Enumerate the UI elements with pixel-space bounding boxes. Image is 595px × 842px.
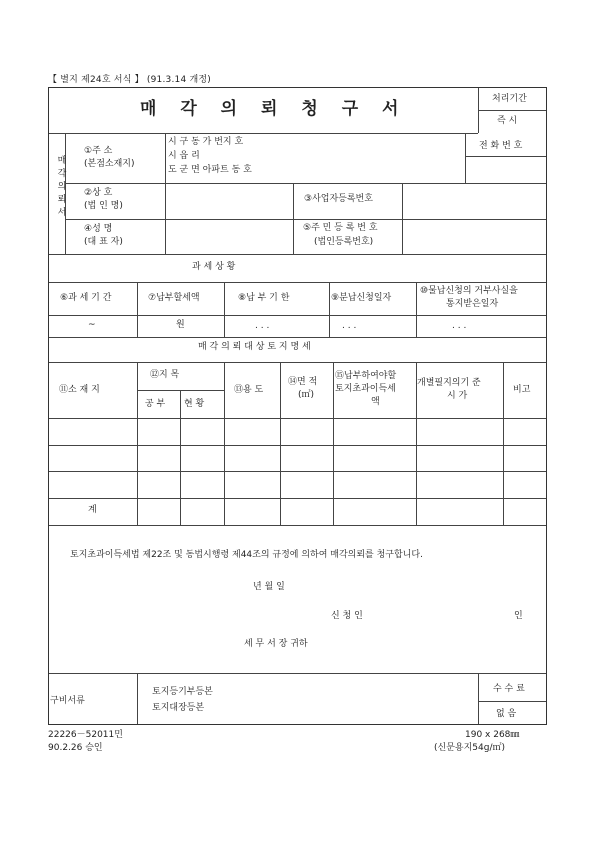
resident-number-label: ⑤주 민 등 록 번 호	[303, 223, 378, 233]
declaration-date: 년 월 일	[253, 582, 285, 592]
standard-price-header: 개별필지의기 준	[417, 378, 481, 388]
form-code: 22226－52011민	[48, 730, 123, 740]
form-title: 매 각 의 뢰 청 구 서	[140, 99, 408, 119]
address-label-sub: (본점소재지)	[84, 159, 135, 169]
addressee: 세 무 서 장 귀하	[244, 639, 308, 649]
installment-date-value: . . .	[342, 321, 357, 331]
form-frame	[48, 87, 547, 725]
processing-label: 처리기간	[492, 94, 527, 104]
fee-value: 없 음	[496, 709, 517, 719]
area-unit-header: (㎡)	[298, 390, 315, 400]
standard-price-header-2: 시 가	[447, 391, 468, 401]
tax-status-heading: 과 세 상 황	[192, 262, 236, 272]
attachment-item-2: 토지대장등본	[152, 703, 205, 713]
area-header: ⑭면 적	[288, 377, 318, 387]
paper-size: 190 x 268㎜	[465, 730, 520, 740]
trade-name-label: ②상 호	[84, 188, 113, 198]
processing-value: 즉 시	[497, 116, 518, 126]
refusal-notice-header: ⑩물납신청의 거부사실을	[420, 286, 518, 296]
use-header: ⑬용 도	[234, 385, 264, 395]
due-date-header: ⑧납 부 기 한	[238, 293, 290, 303]
paper-type: (신문용지54g/㎡)	[434, 743, 505, 753]
tax-period-header: ⑥과 세 기 간	[60, 293, 112, 303]
tax-amount-unit: 원	[176, 320, 185, 330]
applicant-label: 신 청 인	[331, 611, 363, 621]
seal-mark: 인	[514, 611, 523, 621]
phone-label: 전 화 번 호	[479, 141, 523, 151]
land-tax-header: ⑮납부하여야할	[335, 371, 397, 381]
trade-name-label-sub: (법 인 명)	[84, 201, 123, 211]
requester-side-label: 매 각 의 뢰 서	[57, 156, 67, 218]
resident-number-label-sub: (법인등록번호)	[314, 237, 374, 247]
form-header: 【 별지 제24호 서식 】 (91.3.14 개정)	[48, 75, 211, 85]
total-row-label: 계	[88, 505, 97, 515]
address-line-3: 도 군 면 아파트 동 호	[168, 165, 252, 175]
installment-date-header: ⑨분납신청일자	[331, 293, 392, 303]
address-line-2: 시 읍 리	[168, 151, 200, 161]
tax-period-value: ~	[88, 320, 96, 330]
refusal-notice-header-sub: 통지받은일자	[446, 299, 499, 309]
address-line-1: 시 구 동 가 번지 호	[168, 137, 244, 147]
approval-date: 90.2.26 승인	[48, 743, 103, 753]
attachment-item-1: 토지등기부등본	[152, 687, 213, 697]
attachments-label: 구비서류	[50, 696, 85, 706]
business-reg-label: ③사업자등록번호	[304, 194, 373, 204]
representative-label-sub: (대 표 자)	[84, 237, 123, 247]
declaration-statement: 토지초과이득세법 제22조 및 동법시행령 제44조의 규정에 의하여 매각의뢰를 청구합니다.	[70, 550, 423, 560]
tax-amount-header: ⑦납부할세액	[148, 293, 200, 303]
category-public-header: 공 부	[145, 399, 166, 409]
representative-label: ④성 명	[84, 224, 113, 234]
note-header: 비고	[513, 385, 531, 395]
land-tax-header-2: 토지초과이득세	[335, 384, 396, 394]
land-tax-header-3: 액	[371, 397, 380, 407]
category-current-header: 현 황	[184, 399, 205, 409]
fee-label: 수 수 료	[493, 684, 525, 694]
location-header: ⑪소 재 지	[59, 385, 100, 395]
refusal-notice-value: . . .	[452, 321, 467, 331]
category-header: ⑫지 목	[150, 370, 180, 380]
land-table-heading: 매 각 의 뢰 대 상 토 지 명 세	[198, 342, 311, 352]
address-label: ①주 소	[84, 146, 113, 156]
due-date-value: . . .	[255, 321, 270, 331]
